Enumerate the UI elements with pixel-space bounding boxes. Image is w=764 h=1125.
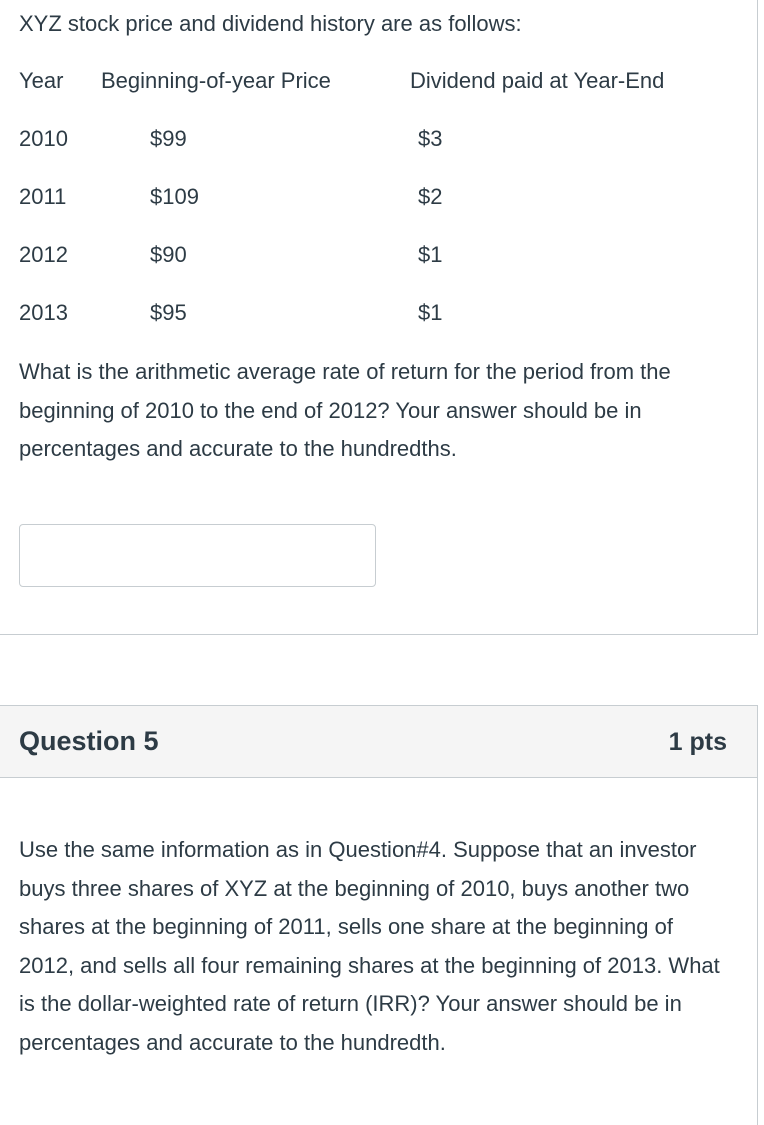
header-price: Beginning-of-year Price — [101, 68, 331, 93]
table-row — [19, 242, 739, 272]
question-5-card — [0, 705, 758, 1125]
table-row — [19, 184, 739, 214]
question-title: Question 5 — [19, 726, 159, 756]
answer-input[interactable] — [19, 524, 376, 587]
cell-year: 2012 — [19, 242, 68, 267]
table-row — [19, 126, 739, 156]
header-year: Year — [19, 68, 64, 93]
cell-year: 2013 — [19, 300, 68, 325]
cell-price: $99 — [150, 126, 187, 151]
cell-dividend: $3 — [418, 126, 443, 151]
cell-dividend: $1 — [418, 300, 443, 325]
question-5-prompt: Use the same information as in Question#4. Suppose that an investor buys three shares of XYZ at the beginning of 2010, buys another two shares at the beginning of 2011, sells one share at the beginning of 2012, and sells all four remaining shares at the beginning of 2013. What is the dollar-weighted rate of return (IRR)? Your answer should be in percentages and accurate to the hundredth. — [19, 837, 720, 1055]
cell-dividend: $1 — [418, 242, 443, 267]
question-intro: XYZ stock price and dividend history are as follows: — [19, 11, 522, 36]
question-5-header — [0, 706, 757, 778]
table-row — [19, 300, 739, 330]
header-dividend: Dividend paid at Year-End — [410, 68, 665, 93]
table-header-row — [19, 68, 739, 98]
cell-price: $109 — [150, 184, 199, 209]
cell-dividend: $2 — [418, 184, 443, 209]
cell-year: 2011 — [19, 184, 67, 209]
cell-year: 2010 — [19, 126, 68, 151]
question-4-prompt: What is the arithmetic average rate of return for the period from the beginning of 2010 to the end of 2012? Your answer should be in percentages and accurate to the hundredths. — [19, 359, 671, 461]
question-points: 1 pts — [668, 728, 727, 756]
cell-price: $95 — [150, 300, 187, 325]
cell-price: $90 — [150, 242, 187, 267]
